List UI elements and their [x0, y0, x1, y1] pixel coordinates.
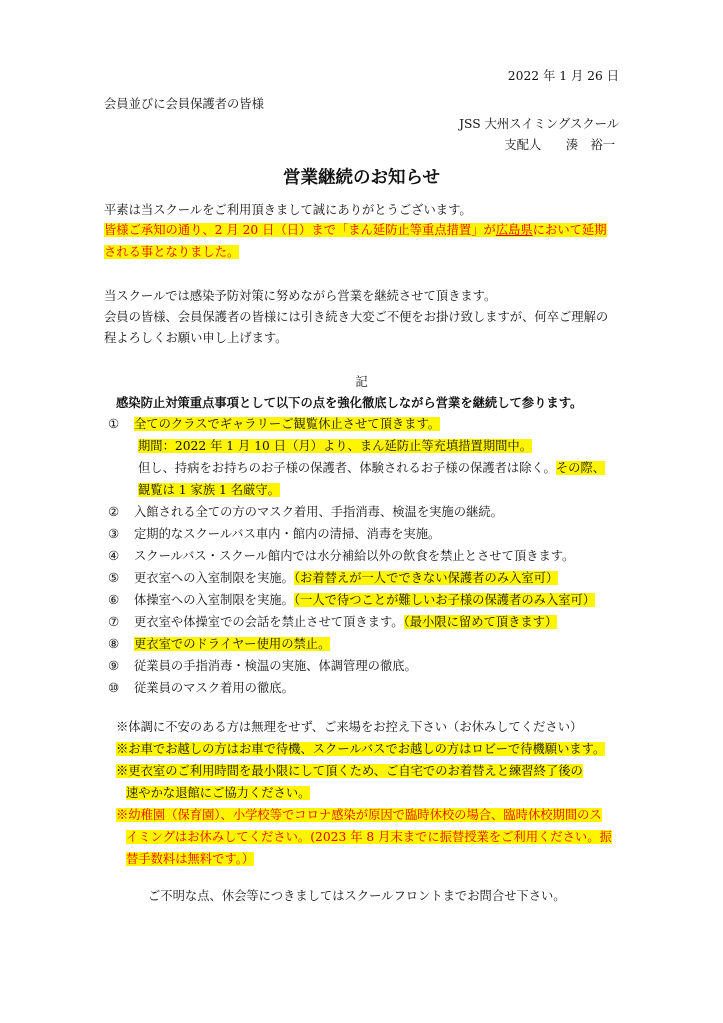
- measure-item-1-rule: [138, 479, 280, 501]
- measure-text: 更衣室への入室制限を実施。: [134, 571, 294, 585]
- measure-text: 定期的なスクールバス車内・館内の清掃、消毒を実施。: [134, 527, 441, 541]
- measure-note: （一人で待つことが難しいお子様の保護者のみ入室可）: [293, 593, 596, 607]
- item-number: ③: [108, 527, 120, 541]
- note-4-end-text: 替手数料は無料です。）: [126, 852, 255, 866]
- measure-item-1: [108, 413, 440, 435]
- measure-item-1-period: [138, 435, 532, 457]
- note-4-cont: [126, 826, 612, 848]
- measure-exception-note: その際、: [555, 461, 606, 475]
- intro-prefecture: 広島県: [495, 223, 533, 237]
- note-4-cont-text: イミングはお休みしてください。(2023 年 8 月末までに振替授業をご利用ください。振: [126, 830, 612, 844]
- note-1: ※体調に不安のある方は無理をせず、ご来場をお控え下さい（お休みしてください）: [116, 720, 583, 734]
- measures-heading: 感染防止対策重点事項として以下の点を強化徹底しながら営業を継続して参ります。: [116, 395, 583, 410]
- item-number: ⑩: [108, 681, 120, 695]
- measure-item-1-exception: [138, 457, 605, 479]
- measure-item-9: [108, 655, 417, 677]
- body-line-3: 程よろしくお願い申し上げます。: [104, 331, 288, 345]
- intro-line-2-text: 皆様ご承知の通り、2 月 20 日（日）まで「まん延防止等重点措置」が: [104, 223, 496, 237]
- body-line-2: 会員の皆様、会員保護者の皆様には引き続き大変ご不便をお掛け致しますが、何卒ご理解の: [104, 310, 609, 324]
- item-number: ⑥: [108, 593, 120, 607]
- date: 2022 年 1 月 26 日: [507, 69, 619, 83]
- measure-period: 期間：2022 年 1 月 10 日（月）より、まん延防止等充填措置期間中。: [138, 439, 533, 453]
- item-number: ⑦: [108, 615, 120, 629]
- item-number: ⑨: [108, 659, 120, 673]
- measure-item-6: [108, 589, 595, 611]
- note-4-text: ※幼稚園（保育園）、小学校等でコロナ感染が原因で臨時休校の場合、臨時休校期間のス: [116, 808, 602, 822]
- measure-text: 従業員のマスク着用の徹底。: [134, 681, 294, 695]
- measure-exception: 但し、持病をお持ちのお子様の保護者、体験されるお子様の保護者は除く。: [138, 461, 556, 475]
- measure-text: 更衣室や体操室での会話を禁止させて頂きます。: [134, 615, 404, 629]
- measure-text: スクールバス・スクール館内では水分補給以外の飲食を禁止とさせて頂きます。: [134, 549, 575, 563]
- measure-item-10: [108, 677, 294, 699]
- item-number: ①: [108, 417, 120, 431]
- note-3-cont-text: 速やかな退館にご協力ください。: [126, 786, 311, 800]
- measure-text: 体操室への入室制限を実施。: [134, 593, 294, 607]
- note-3-text: ※更衣室のご利用時間を最小限にして頂くため、ご自宅でのお着替えと練習終了後の: [116, 764, 583, 778]
- item-number: ⑤: [108, 571, 120, 585]
- manager-name: 支配人 湊 裕一: [504, 138, 615, 152]
- note-3: [116, 760, 583, 782]
- measure-item-8: [108, 633, 330, 655]
- organization-name: JSS 大州スイミングスクール: [459, 117, 619, 131]
- measure-text: 更衣室でのドライヤー使用の禁止。: [134, 637, 331, 651]
- intro-line-2: [104, 219, 607, 241]
- item-number: ⑧: [108, 637, 120, 651]
- closing-text: ご不明な点、休会等につきましてはスクールフロントまでお問合せ下さい。: [148, 889, 566, 903]
- measure-item-7: [108, 611, 557, 633]
- measure-note: （最小限に留めて頂きます）: [403, 615, 558, 629]
- note-4: [116, 804, 602, 826]
- measure-rule: 観覧は 1 家族 1 名厳守。: [138, 483, 280, 497]
- measure-text: 全てのクラスでギャラリーご観覧休止させて頂きます。: [134, 417, 441, 431]
- note-2-text: ※お車でお越しの方はお車で待機、スクールバスでお越しの方はロビーで待機願います。: [116, 742, 606, 756]
- note-3-cont: [126, 782, 310, 804]
- item-number: ②: [108, 505, 120, 519]
- intro-line-3: [104, 241, 239, 263]
- measure-note: （お着替えが一人でできない保護者のみ入室可）: [293, 571, 559, 585]
- addressee: 会員並びに会員保護者の皆様: [104, 97, 264, 111]
- measure-text: 入館される全ての方のマスク着用、手指消毒、検温を実施の継続。: [134, 505, 503, 519]
- measure-item-5: [108, 567, 558, 589]
- note-4-end: [126, 848, 254, 870]
- intro-line-1: 平素は当スクールをご利用頂きまして誠にありがとうございます。: [104, 203, 472, 217]
- measure-text: 従業員の手指消毒・検温の実施、体調管理の徹底。: [134, 659, 417, 673]
- measure-item-2: [108, 501, 503, 523]
- measure-item-4: [108, 545, 574, 567]
- measure-item-3: [108, 523, 440, 545]
- page-title: 営業継続のお知らせ: [283, 168, 440, 188]
- item-number: ④: [108, 549, 120, 563]
- note-2: [116, 738, 605, 760]
- body-line-1: 当スクールでは感染予防対策に努めながら営業を継続させて頂きます。: [104, 289, 497, 303]
- intro-line-2-end: において延期: [532, 223, 607, 237]
- ki-marker: 記: [355, 375, 368, 389]
- intro-line-3-text: される事となりました。: [104, 245, 240, 259]
